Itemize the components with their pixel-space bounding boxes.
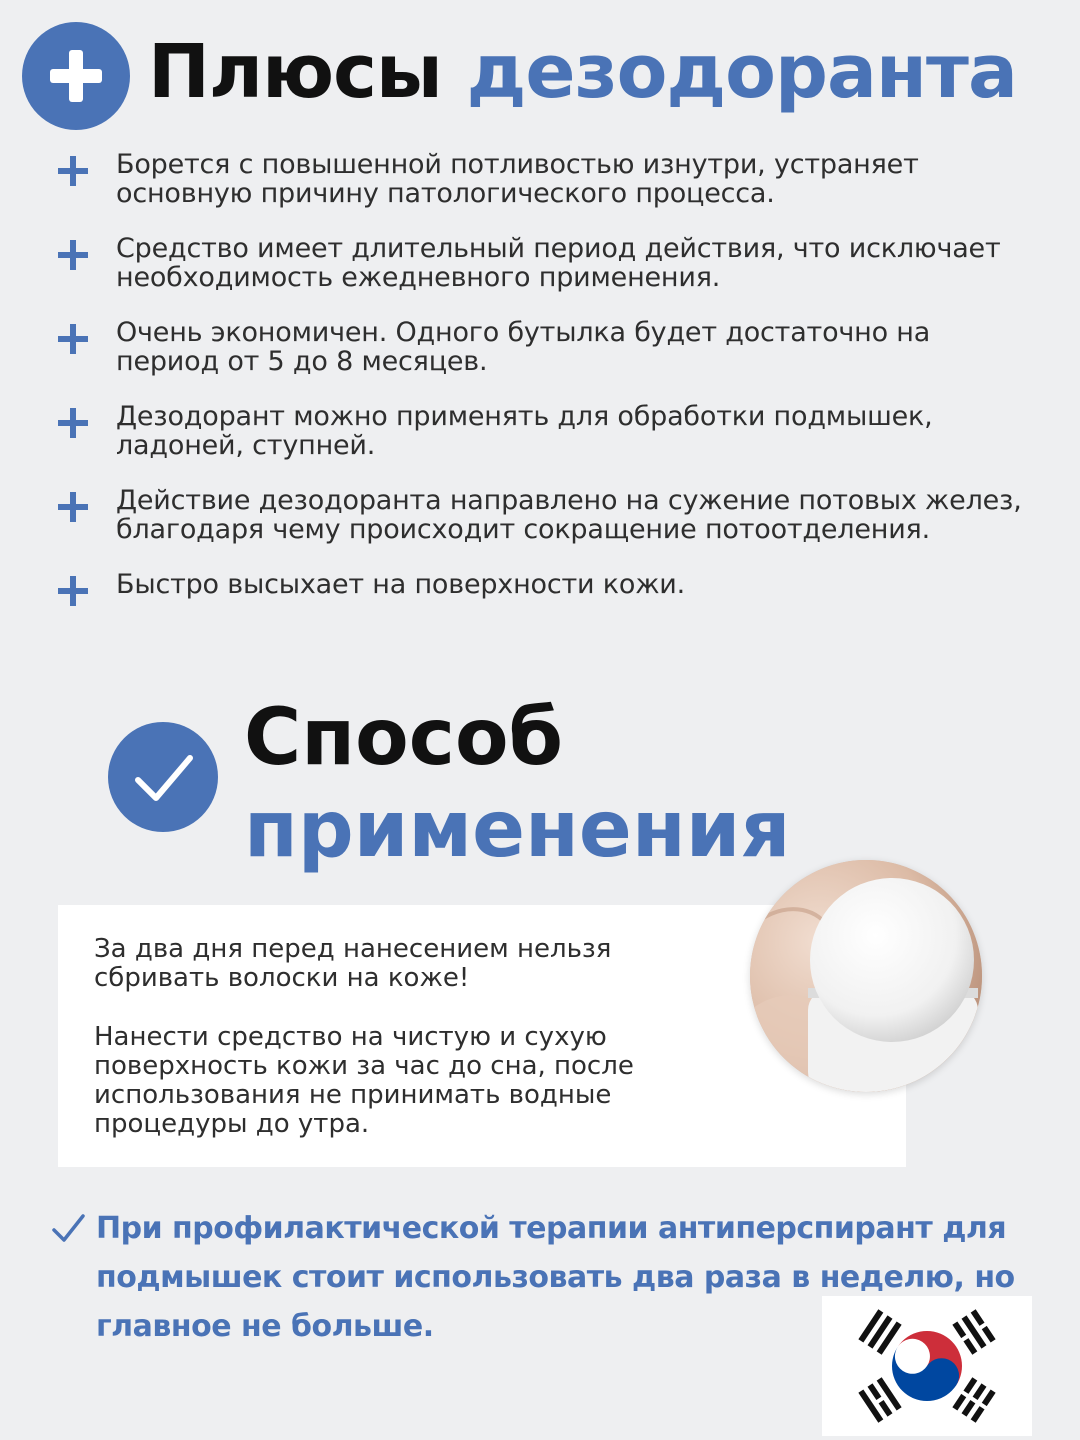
page-title-dark: Плюсы xyxy=(148,29,442,115)
pro-text: Действие дезодоранта направлено на сужение потовых желез, благодаря чему происходит сокращение потоотделения. xyxy=(116,485,1022,545)
page-title xyxy=(148,24,1017,120)
list-item xyxy=(58,486,1038,544)
list-item xyxy=(58,570,1038,599)
usage-title-blue: применения xyxy=(244,785,791,875)
pro-text: Средство имеет длительный период действия, что исключает необходимость ежедневного применения. xyxy=(116,233,1001,293)
list-item xyxy=(58,318,1038,376)
checkmark-icon xyxy=(50,1210,86,1246)
pro-text: Дезодорант можно применять для обработки подмышек, ладоней, ступней. xyxy=(116,401,933,461)
pro-text: Очень экономичен. Одного бутылка будет достаточно на период от 5 до 8 месяцев. xyxy=(116,317,931,377)
usage-title xyxy=(244,692,790,876)
plus-icon xyxy=(58,408,88,438)
page-title-blue: дезодоранта xyxy=(466,29,1017,115)
instruction-paragraph-2: Нанести средство на чистую и сухую поверхность кожи за час до сна, после использования не принимать водные процедуры до утра. xyxy=(94,1022,634,1139)
list-item xyxy=(58,234,1038,292)
south-korea-flag-icon xyxy=(822,1296,1032,1436)
plus-icon xyxy=(58,492,88,522)
list-item xyxy=(58,402,1038,460)
pro-text: Борется с повышенной потливостью изнутри, устраняет основную причину патологического процесса. xyxy=(116,149,919,209)
pro-text: Быстро высыхает на поверхности кожи. xyxy=(116,569,686,600)
pros-list xyxy=(58,150,1038,625)
list-item xyxy=(58,150,1038,208)
instruction-paragraph-1: За два дня перед нанесением нельзя сбривать волоски на коже! xyxy=(94,934,612,993)
plus-badge-icon xyxy=(22,22,130,130)
usage-title-dark: Способ xyxy=(244,693,564,783)
roller-ball-image xyxy=(750,860,982,1092)
plus-icon xyxy=(58,156,88,186)
plus-icon xyxy=(58,240,88,270)
checkmark-badge-icon xyxy=(108,722,218,832)
plus-icon xyxy=(58,576,88,606)
prophylaxis-note: При профилактической терапии антиперспирант для подмышек стоит использовать два раза в неделю, но главное не больше. xyxy=(96,1211,1015,1344)
plus-icon xyxy=(58,324,88,354)
